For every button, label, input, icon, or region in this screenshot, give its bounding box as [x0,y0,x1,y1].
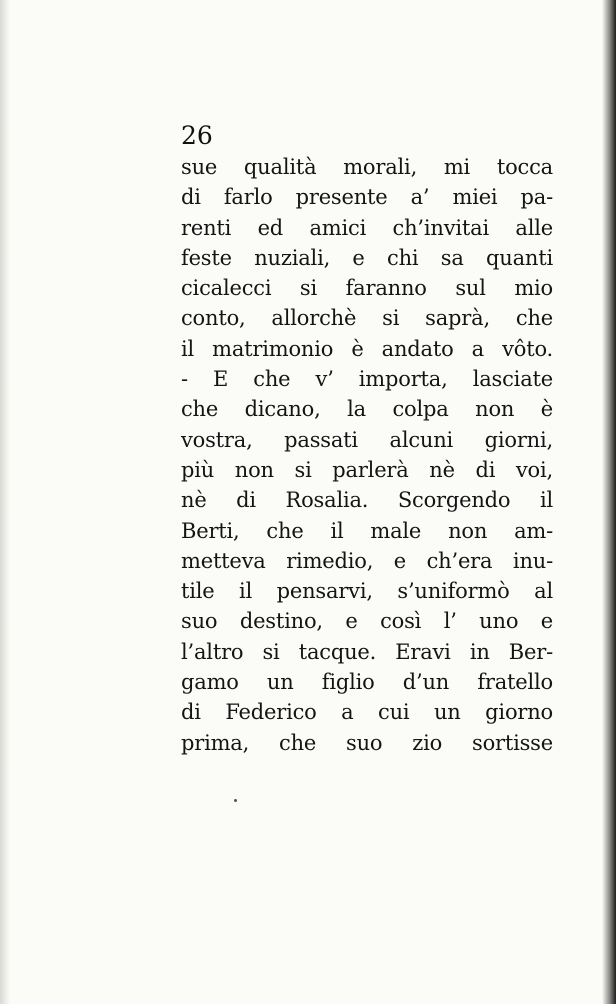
text-line: che dicano, la colpa non è [181,397,553,422]
text-line: sue qualità morali, mi tocca [181,155,553,179]
ink-speck [234,799,237,802]
text-line: metteva rimedio, e ch’era inu- [181,548,553,573]
text-line: - E che v’ importa, lasciate [181,367,553,392]
text-line: il matrimonio è andato a vôto. [181,336,553,361]
text-line: cicalecci si faranno sul mio [181,276,553,301]
text-line: prima, che suo zio sortisse [181,730,553,755]
page-binding-shadow [602,0,616,1004]
text-line: vostra, passati alcuni giorni, [181,427,553,452]
text-line: renti ed amici ch’invitai alle [181,215,553,240]
page-number: 26 [181,121,213,150]
text-line: feste nuziali, e chi sa quanti [181,245,553,270]
text-line: Berti, che il male non am- [181,518,553,543]
text-line: tile il pensarvi, s’uniformò al [181,579,553,604]
text-line: più non si parlerà nè di voi, [181,457,553,482]
text-line: di Federico a cui un giorno [181,700,553,725]
text-line: gamo un figlio d’un fratello [181,670,553,695]
page-left-edge [0,0,10,1004]
text-line: nè di Rosalia. Scorgendo il [181,488,553,513]
text-line: l’altro si tacque. Eravi in Ber- [181,639,553,664]
text-line: suo destino, e così l’ uno e [181,609,553,634]
text-line: conto, allorchè si saprà, che [181,306,553,331]
body-text [181,152,553,758]
text-line: di farlo presente a’ miei pa- [181,185,553,210]
